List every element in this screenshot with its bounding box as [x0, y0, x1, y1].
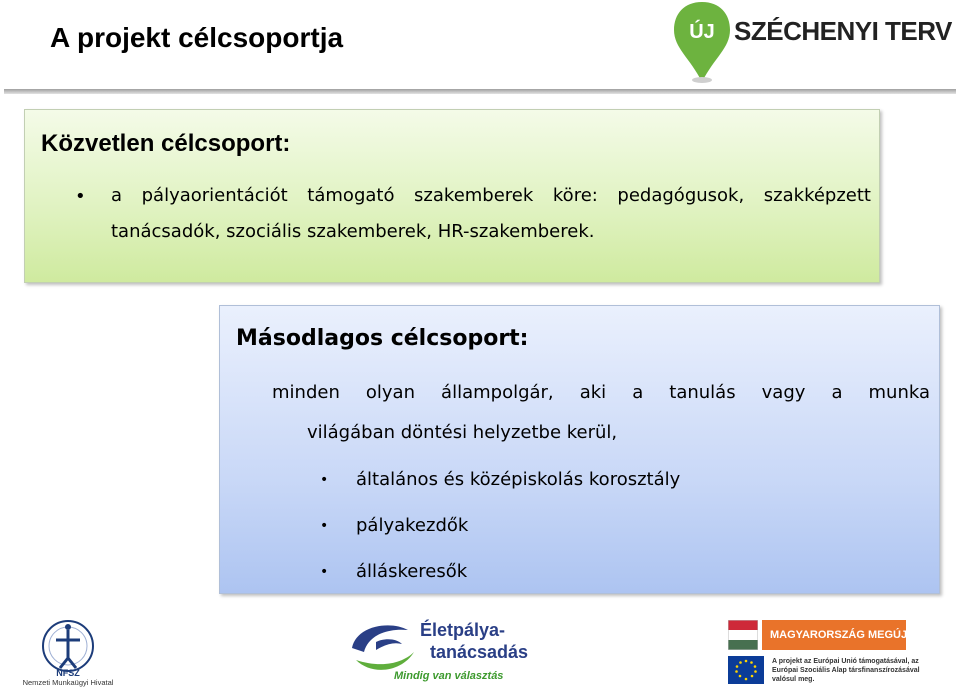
hungarian-flag-icon	[728, 620, 758, 650]
eu-flag-icon	[728, 656, 764, 684]
primary-bullet-text: a pályaorientációt támogató szakemberek köre: pedagógusok, szakképzett tanácsadók, szociális szakemberek, HR-szakemberek.	[111, 185, 871, 242]
eu-support-text: A projekt az Európai Unió támogatásával, az Európai Szociális Alap társfinanszírozásával valósul meg.	[772, 658, 920, 683]
secondary-intro	[272, 373, 930, 453]
uj-mark-text: ÚJ	[689, 21, 715, 43]
secondary-target-group-box	[219, 305, 940, 594]
uj-brand-name: SZÉCHENYI TERV	[734, 16, 952, 46]
primary-heading: Közvetlen célcsoport:	[41, 130, 291, 157]
bullet-dot-icon: •	[320, 564, 329, 580]
header-divider	[4, 89, 956, 94]
nfsz-abbr: NFSZ	[56, 668, 80, 678]
page-title: A projekt célcsoportja	[50, 22, 344, 53]
nfsz-emblem-icon	[22, 618, 114, 674]
uj-szechenyi-terv-logo	[668, 0, 952, 86]
magyarorszag-banner: MAGYARORSZÁG MEGÚJUL	[762, 620, 906, 650]
eletpalya-slogan: Mindig van választás	[394, 670, 504, 682]
eletpalya-tanacsadas-logo	[346, 614, 536, 694]
eletpalya-line1: Életpálya-	[420, 620, 506, 640]
secondary-heading: Másodlagos célcsoport:	[236, 326, 529, 351]
secondary-intro-line1: minden olyan állampolgár, aki a tanulás vagy a munka	[272, 382, 930, 403]
nfsz-caption: Nemzeti Munkaügyi Hivatal	[22, 678, 114, 687]
list-item-label: általános és középiskolás korosztály	[356, 469, 681, 490]
bullet-dot-icon: •	[320, 518, 329, 534]
nfsz-logo	[22, 618, 112, 692]
uj-pin-icon	[672, 0, 732, 86]
list-item-label: pályakezdők	[356, 515, 469, 536]
magyarorszag-megujul-logo	[728, 618, 922, 652]
eu-support-logo	[728, 654, 928, 694]
bullet-dot-icon: •	[320, 472, 329, 488]
eletpalya-line2: tanácsadás	[430, 642, 529, 662]
primary-target-group-box	[24, 109, 880, 283]
bullet-dot-icon: •	[75, 186, 86, 207]
list-item-label: álláskeresők	[356, 561, 468, 582]
eletpalya-swirl-icon	[346, 618, 420, 678]
secondary-intro-line2: világában döntési helyzetbe kerül,	[307, 422, 618, 443]
